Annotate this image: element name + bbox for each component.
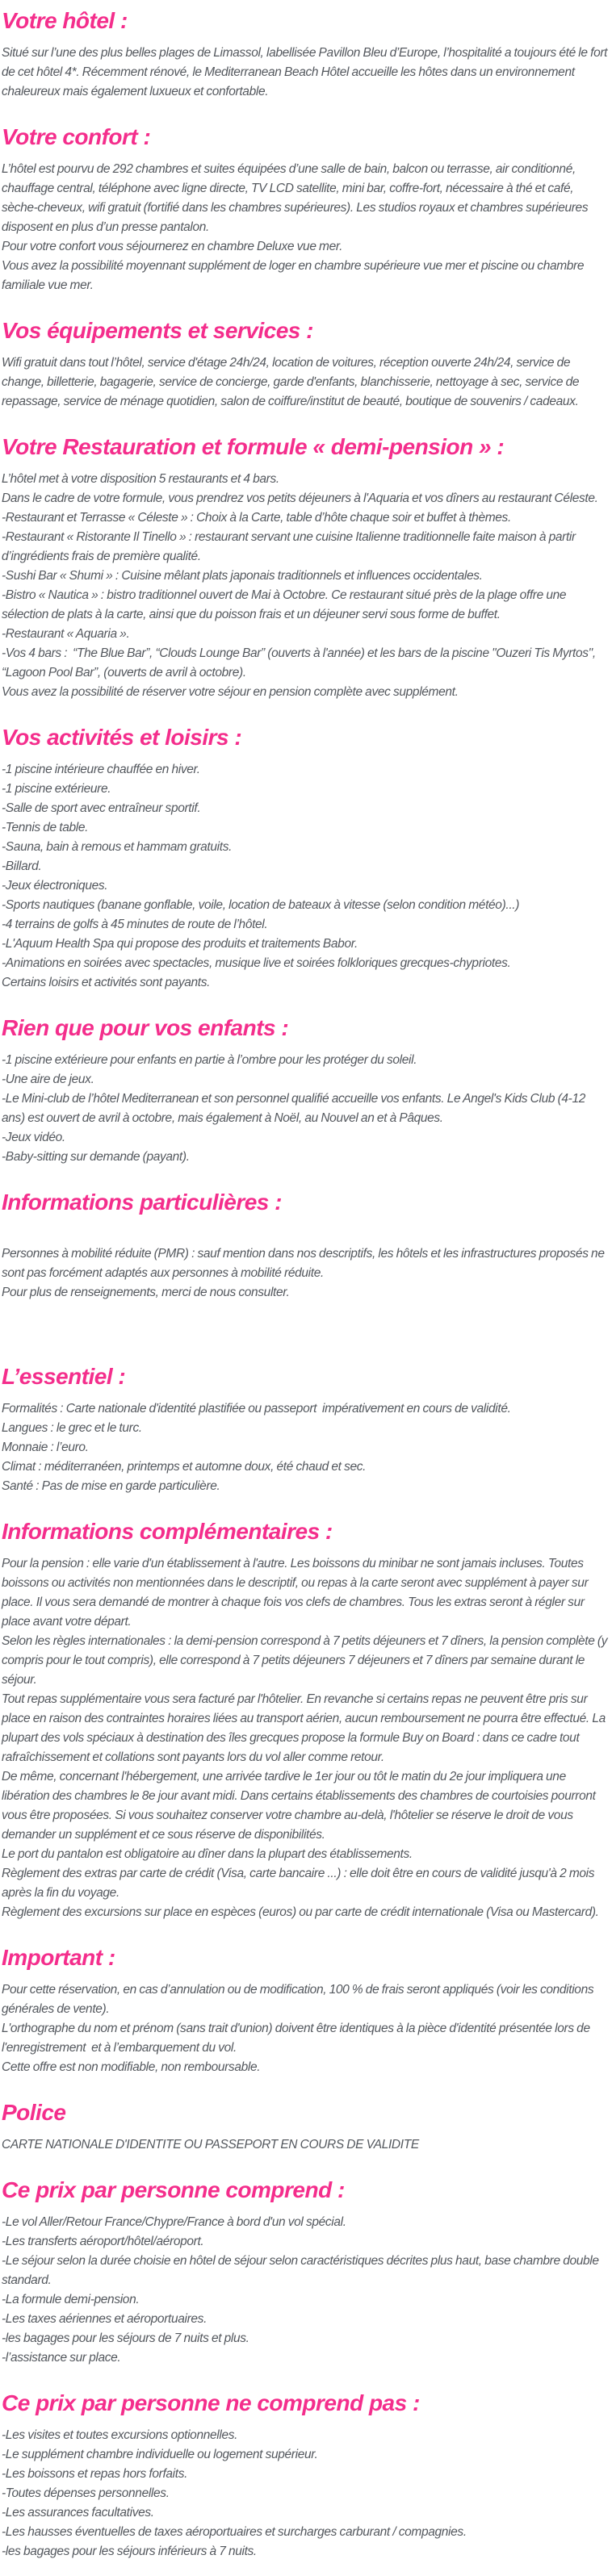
text-line: -Baby-sitting sur demande (payant). [2,1150,190,1164]
text-line [2,1225,610,1244]
text-line: CARTE NATIONALE D'IDENTITE OU PASSEPORT EN COURS DE VALIDITE [2,2138,419,2152]
body-prix-comprend [2,2213,610,2368]
section-essentiel [2,1362,610,1496]
text-line: -Bistro « Nautica » : bistro traditionnel ouvert de Mai à Octobre. Ce restaurant situé près de la plage offre une sélection de plats à la carte, ainsi que du poisson frais et un déjeuner servi sous forme de buffet. [2,588,569,621]
text-line: -Les boissons et repas hors forfaits. [2,2467,188,2481]
body-informations-particulieres [2,1225,610,1341]
body-activites-et-loisirs [2,760,610,993]
text-line: Selon les règles internationales : la demi-pension correspond à 7 petits déjeuners et 7 dîners, la pension complète (y compris pour le tout compris), elle correspond à 7 petits déjeuners 7 déjeuners et 7 dîners par semaine durant le séjour. [2,1634,610,1687]
body-rien-que-pour-vos-enfants [2,1051,610,1167]
section-informations-particulieres [2,1188,610,1341]
section-police [2,2098,610,2155]
text-line: -La formule demi-pension. [2,2293,140,2306]
heading-votre-hotel: Votre hôtel : [2,8,128,33]
text-line: -Billard. [2,859,42,873]
text-line: -L'Aquum Health Spa qui propose des produits et traitements Babor. [2,937,358,951]
text-line: -Vos 4 bars : “The Blue Bar”, “Clouds Lounge Bar” (ouverts à l'année) et les bars de la piscine "Ouzeri Tis Myrtos", “Lagoon Pool Bar”, (ouverts de avril à octobre). [2,646,599,680]
text-line: -l’assistance sur place. [2,2351,121,2365]
text-line: Pour cette réservation, en cas d’annulation ou de modification, 100 % de frais seront appliqués (voir les conditions générales de vente). [2,1983,597,2016]
heading-prix-comprend: Ce prix par personne comprend : [2,2177,345,2202]
body-informations-complementaires [2,1554,610,1922]
text-line: -1 piscine extérieure pour enfants en partie à l’ombre pour les protéger du soleil. [2,1053,417,1067]
text-line: -Tennis de table. [2,821,89,834]
text-line: -les bagages pour les séjours de 7 nuits et plus. [2,2331,249,2345]
heading-votre-confort: Votre confort : [2,124,151,149]
text-line: -Le Mini-club de l’hôtel Mediterranean et son personnel qualifié accueille vos enfants. Le Angel's Kids Club (4-12 ans) est ouvert de avril à octobre, mais également à Noël, au Nouvel an et à Pâques. [2,1092,589,1125]
text-line: -Restaurant « Ristorante Il Tinello » : restaurant servant une cuisine Italienne traditionnelle faite maison à partir d’ingrédients frais de première qualité. [2,530,579,563]
text-line: Langues : le grec et le turc. [2,1421,142,1435]
text-line: -Les visites et toutes excursions optionnelles. [2,2428,238,2442]
text-line: Formalités : Carte nationale d'identité plastifiée ou passeport impérativement en cours de validité. [2,1402,511,1416]
section-prix-comprend [2,2176,610,2368]
body-essentiel [2,1399,610,1496]
body-important [2,1980,610,2077]
text-line: -4 terrains de golfs à 45 minutes de route de l’hôtel. [2,918,268,931]
text-line: Pour votre confort vous séjournerez en chambre Deluxe vue mer. [2,240,343,253]
body-equipements-et-services [2,353,610,412]
text-line: -Restaurant « Aquaria ». [2,627,130,641]
text-line: Wifi gratuit dans tout l’hôtel, service d'étage 24h/24, location de voitures, réception ouverte 24h/24, service de change, billetterie, bagagerie, service de concierge, garde d'enfants, blanchisserie, nettoyage à sec, service de repassage, service de ménage quotidien, salon de coiffure/institut de beauté, boutique de souvenirs / cadeaux. [2,356,582,408]
text-line: Monnaie : l’euro. [2,1441,89,1454]
text-line: Pour plus de renseignements, merci de nous consulter. [2,1286,290,1299]
text-line: De même, concernant l'hébergement, une arrivée tardive le 1er jour ou tôt le matin du 2e jour impliquera une libération des chambres le 8e jour avant midi. Dans certains établissements des chambres de courtoisies pourront vous être proposées. Si vous souhaitez conserver votre chambre au-delà, l'hôtelier se réserve le droit de vous demander un supplément et ce sous réserve de disponibilités. [2,1770,599,1842]
text-line [2,1303,610,1322]
heading-informations-complementaires: Informations complémentaires : [2,1519,333,1544]
text-line: Vous avez la possibilité moyennant supplément de loger en chambre supérieure vue mer et piscine ou chambre familiale vue mer. [2,259,587,292]
text-line: Cette offre est non modifiable, non remboursable. [2,2060,261,2074]
body-police [2,2135,610,2155]
section-votre-confort [2,123,610,295]
text-line: -Le séjour selon la durée choisie en hôtel de séjour selon caractéristiques décrites plus haut, base chambre double standard. [2,2254,602,2287]
body-prix-ne-comprend-pas [2,2426,610,2561]
body-restauration-demi-pension [2,470,610,702]
text-line: Certains loisirs et activités sont payants. [2,976,211,989]
section-equipements-et-services [2,316,610,412]
text-line: -Les assurances facultatives. [2,2506,154,2520]
text-line: Dans le cadre de votre formule, vous prendrez vos petits déjeuners à l'Aquaria et vos dîners au restaurant Céleste. [2,491,598,505]
text-line: Situé sur l’une des plus belles plages de Limassol, labellisée Pavillon Bleu d’Europe, l’hospitalité a toujours été le fort de cet hôtel 4*. Récemment rénové, le Mediterranean Beach Hôtel accueille les hôtes dans un environnement chaleureux mais également luxueux et confortable. [2,46,610,98]
text-line: Tout repas supplémentaire vous sera facturé par l'hôtelier. En revanche si certains repas ne peuvent être pris sur place en raison des contraintes horaires liées au transport aérien, aucun remboursement ne pourra être effectué. La plupart des vols spéciaux à destination des îles grecques propose la formule Buy on Board : dans ce cadre tout rafraîchissement et collations sont payants lors du vol aller comme retour. [2,1692,609,1764]
text-line: -1 piscine extérieure. [2,782,111,796]
heading-rien-que-pour-vos-enfants: Rien que pour vos enfants : [2,1015,289,1040]
text-line: -Les transferts aéroport/hôtel/aéroport. [2,2235,204,2248]
text-line: -1 piscine intérieure chauffée en hiver. [2,763,200,776]
text-line: -Les hausses éventuelles de taxes aéroportuaires et surcharges carburant / compagnies. [2,2525,467,2539]
text-line: Personnes à mobilité réduite (PMR) : sauf mention dans nos descriptifs, les hôtels et les infrastructures proposés ne sont pas forcément adaptés aux personnes à mobilité réduite. [2,1247,608,1280]
text-line: Règlement des extras par carte de crédit (Visa, carte bancaire ...) : elle doit être en cours de validité jusqu'à 2 mois après la fin du voyage. [2,1867,597,1900]
text-line [2,1322,610,1341]
heading-restauration-demi-pension: Votre Restauration et formule « demi-pension » : [2,434,505,459]
section-activites-et-loisirs [2,723,610,993]
body-votre-hotel [2,44,610,102]
heading-equipements-et-services: Vos équipements et services : [2,318,313,343]
text-line: -Salle de sport avec entraîneur sportif. [2,801,201,815]
text-line: Santé : Pas de mise en garde particulière. [2,1479,220,1493]
text-line: -les bagages pour les séjours inférieurs à 7 nuits. [2,2545,257,2558]
text-line: L’hôtel est pourvu de 292 chambres et suites équipées d’une salle de bain, balcon ou terrasse, air conditionné, chauffage central, téléphone avec ligne directe, TV LCD satellite, mini bar, coffre-fort, nécessaire à thé et café, sèche-cheveux, wifi gratuit (fortifié dans les chambres supérieures). Les studios royaux et chambres supérieures disposent en plus d’un presse pantalon. [2,162,591,234]
section-votre-hotel [2,6,610,102]
text-line: Le port du pantalon est obligatoire au dîner dans la plupart des établissements. [2,1847,413,1861]
section-restauration-demi-pension [2,433,610,702]
section-rien-que-pour-vos-enfants [2,1014,610,1167]
text-line: Règlement des excursions sur place en espèces (euros) ou par carte de crédit internationale (Visa ou Mastercard). [2,1905,599,1919]
text-line: -Le vol Aller/Retour France/Chypre/France à bord d'un vol spécial. [2,2215,346,2229]
text-line: -Animations en soirées avec spectacles, musique live et soirées folkloriques grecques-chypriotes. [2,956,511,970]
heading-important: Important : [2,1945,115,1970]
body-votre-confort [2,160,610,295]
heading-informations-particulieres: Informations particulières : [2,1190,282,1215]
text-line: -Toutes dépenses personnelles. [2,2486,170,2500]
section-prix-ne-comprend-pas [2,2389,610,2561]
heading-prix-ne-comprend-pas: Ce prix par personne ne comprend pas : [2,2390,420,2415]
text-line: -Restaurant et Terrasse « Céleste » : Choix à la Carte, table d’hôte chaque soir et buffet à thèmes. [2,511,511,525]
text-line: Pour la pension : elle varie d'un établissement à l'autre. Les boissons du minibar ne sont jamais incluses. Toutes boissons ou activités non mentionnées dans le descriptif, ou repas à la carte seront avec supplément à payer sur place. Il vous sera demandé de montrer à chaque fois vos clefs de chambres. Tous les extras seront à régler sur place avant votre départ. [2,1557,591,1629]
heading-police: Police [2,2100,66,2125]
text-line: -Sports nautiques (banane gonflable, voile, location de bateaux à vitesse (selon condition météo)...) [2,898,520,912]
heading-essentiel: L’essentiel : [2,1364,126,1389]
text-line: Vous avez la possibilité de réserver votre séjour en pension complète avec supplément. [2,685,459,699]
text-line: -Une aire de jeux. [2,1073,94,1086]
text-line: L’hôtel met à votre disposition 5 restaurants et 4 bars. [2,472,279,486]
heading-activites-et-loisirs: Vos activités et loisirs : [2,725,242,750]
section-important [2,1943,610,2077]
text-line: -Jeux vidéo. [2,1131,65,1144]
text-line: L'orthographe du nom et prénom (sans trait d'union) doivent être identiques à la pièce d'identité présentée lors de l'enregistrement et à l’embarquement du vol. [2,2022,593,2055]
section-informations-complementaires [2,1517,610,1922]
text-line: -Les taxes aériennes et aéroportuaires. [2,2312,207,2326]
text-line: Climat : méditerranéen, printemps et automne doux, été chaud et sec. [2,1460,367,1474]
text-line: -Le supplément chambre individuelle ou logement supérieur. [2,2448,318,2461]
document-body [2,6,610,2561]
text-line: -Sushi Bar « Shumi » : Cuisine mêlant plats japonais traditionnels et influences occidentales. [2,569,483,583]
text-line: -Jeux électroniques. [2,879,108,893]
text-line: -Sauna, bain à remous et hammam gratuits. [2,840,233,854]
